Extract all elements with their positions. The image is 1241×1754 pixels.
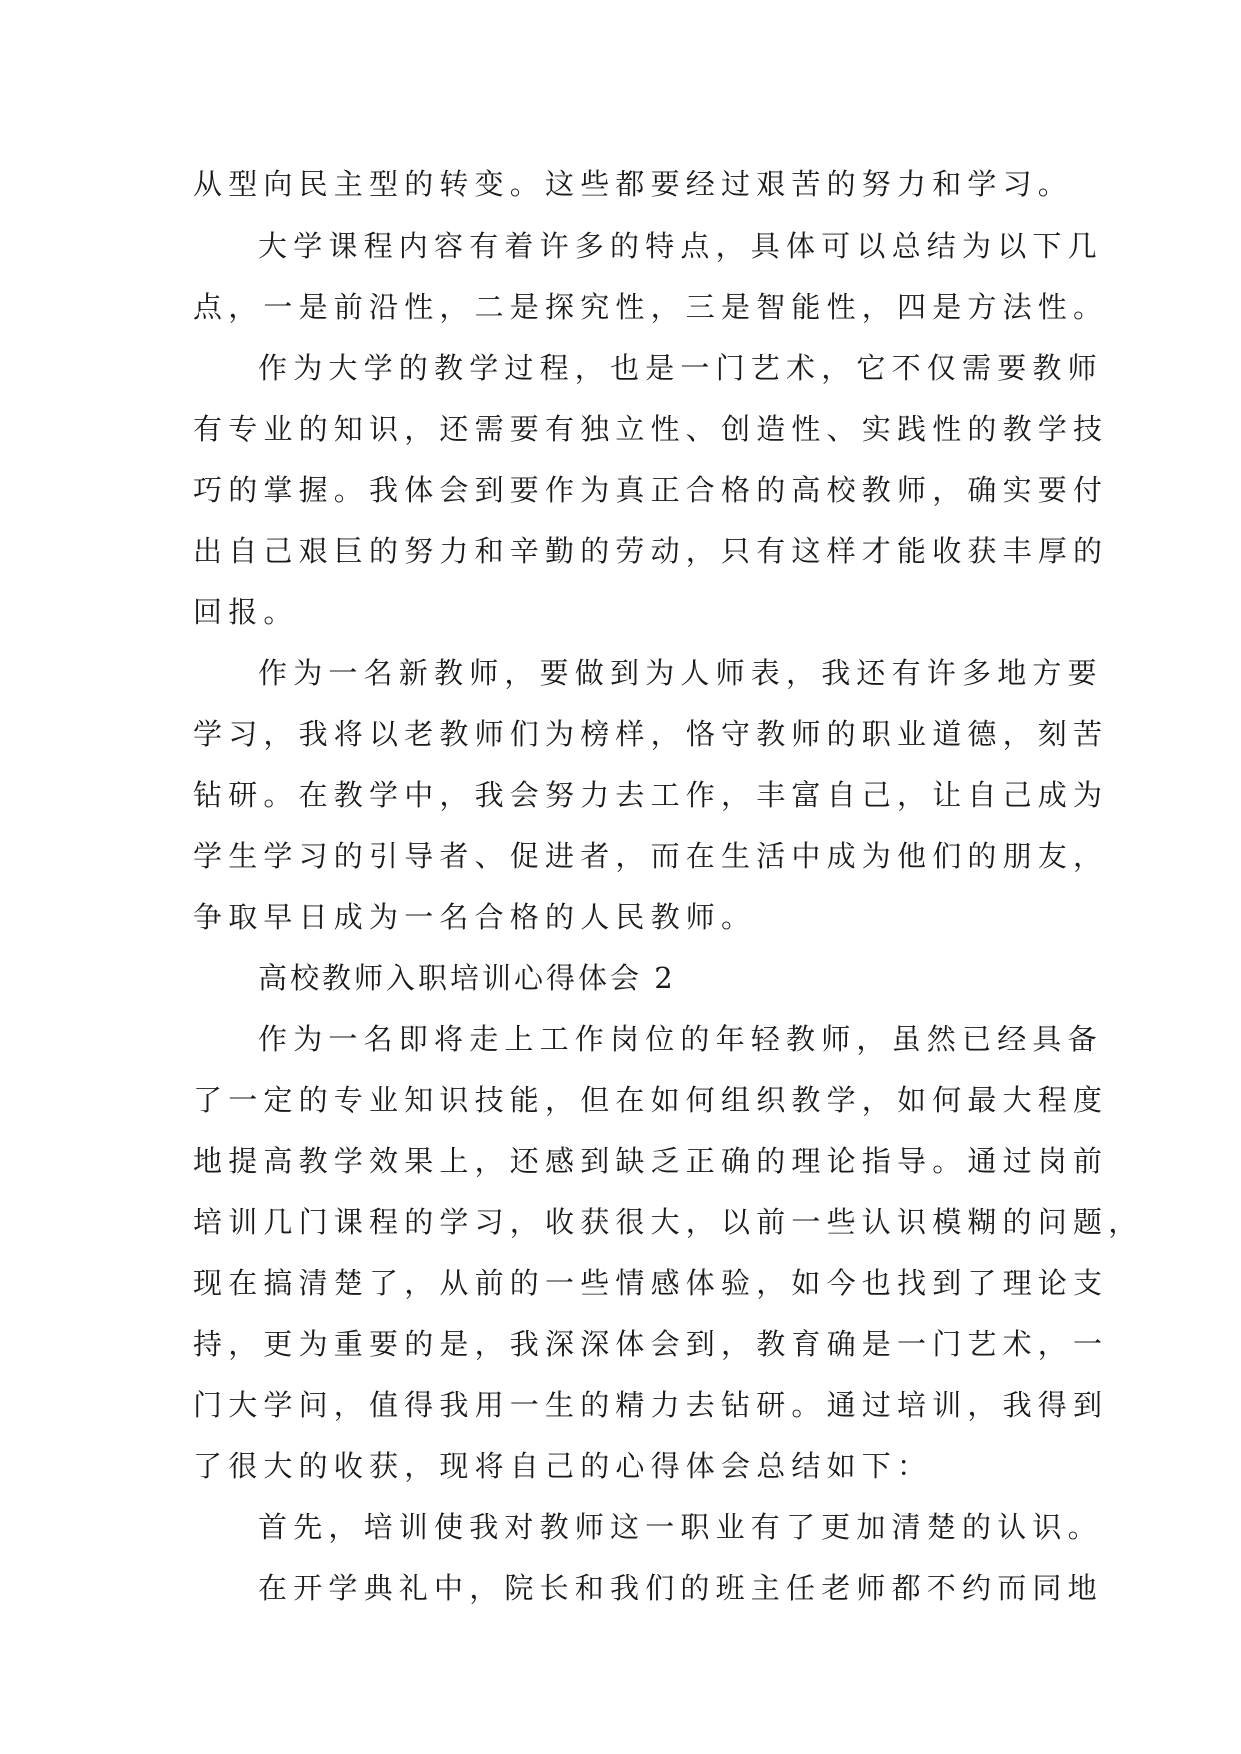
paragraph-line: 门大学问，值得我用一生的精力去钻研。通过培训，我得到 <box>193 1388 1109 1422</box>
paragraph-line: 回报。 <box>193 595 299 629</box>
paragraph-line: 争取早日成为一名合格的人民教师。 <box>193 900 757 934</box>
paragraph-line: 培训几门课程的学习，收获很大，以前一些认识模糊的问题， <box>193 1205 1144 1239</box>
paragraph-line: 在开学典礼中，院长和我们的班主任老师都不约而同地 <box>258 1571 1103 1605</box>
paragraph-line: 首先，培训使我对教师这一职业有了更加清楚的认识。 <box>258 1510 1103 1544</box>
paragraph-line: 钻研。在教学中，我会努力去工作，丰富自己，让自己成为 <box>193 778 1109 812</box>
paragraph-line: 了一定的专业知识技能，但在如何组织教学，如何最大程度 <box>193 1083 1109 1117</box>
paragraph-line: 作为一名新教师，要做到为人师表，我还有许多地方要 <box>258 656 1103 690</box>
paragraph-line: 巧的掌握。我体会到要作为真正合格的高校教师，确实要付 <box>193 473 1109 507</box>
paragraph-line: 大学课程内容有着许多的特点，具体可以总结为以下几 <box>258 229 1103 263</box>
paragraph-line: 地提高教学效果上，还感到缺乏正确的理论指导。通过岗前 <box>193 1144 1109 1178</box>
paragraph-line: 作为大学的教学过程，也是一门艺术，它不仅需要教师 <box>258 351 1103 385</box>
paragraph-line: 从型向民主型的转变。这些都要经过艰苦的努力和学习。 <box>193 167 1074 201</box>
paragraph-line: 出自己艰巨的努力和辛勤的劳动，只有这样才能收获丰厚的 <box>193 534 1109 568</box>
section-heading: 高校教师入职培训心得体会 2 <box>258 961 676 995</box>
paragraph-line: 了很大的收获，现将自己的心得体会总结如下： <box>193 1449 933 1483</box>
paragraph-line: 有专业的知识，还需要有独立性、创造性、实践性的教学技 <box>193 412 1109 446</box>
paragraph-line: 学习，我将以老教师们为榜样，恪守教师的职业道德，刻苦 <box>193 717 1109 751</box>
paragraph-line: 点，一是前沿性，二是探究性，三是智能性，四是方法性。 <box>193 290 1109 324</box>
paragraph-line: 作为一名即将走上工作岗位的年轻教师，虽然已经具备 <box>258 1022 1103 1056</box>
paragraph-line: 持，更为重要的是，我深深体会到，教育确是一门艺术，一 <box>193 1327 1109 1361</box>
paragraph-line: 学生学习的引导者、促进者，而在生活中成为他们的朋友， <box>193 839 1109 873</box>
paragraph-line: 现在搞清楚了，从前的一些情感体验，如今也找到了理论支 <box>193 1266 1109 1300</box>
